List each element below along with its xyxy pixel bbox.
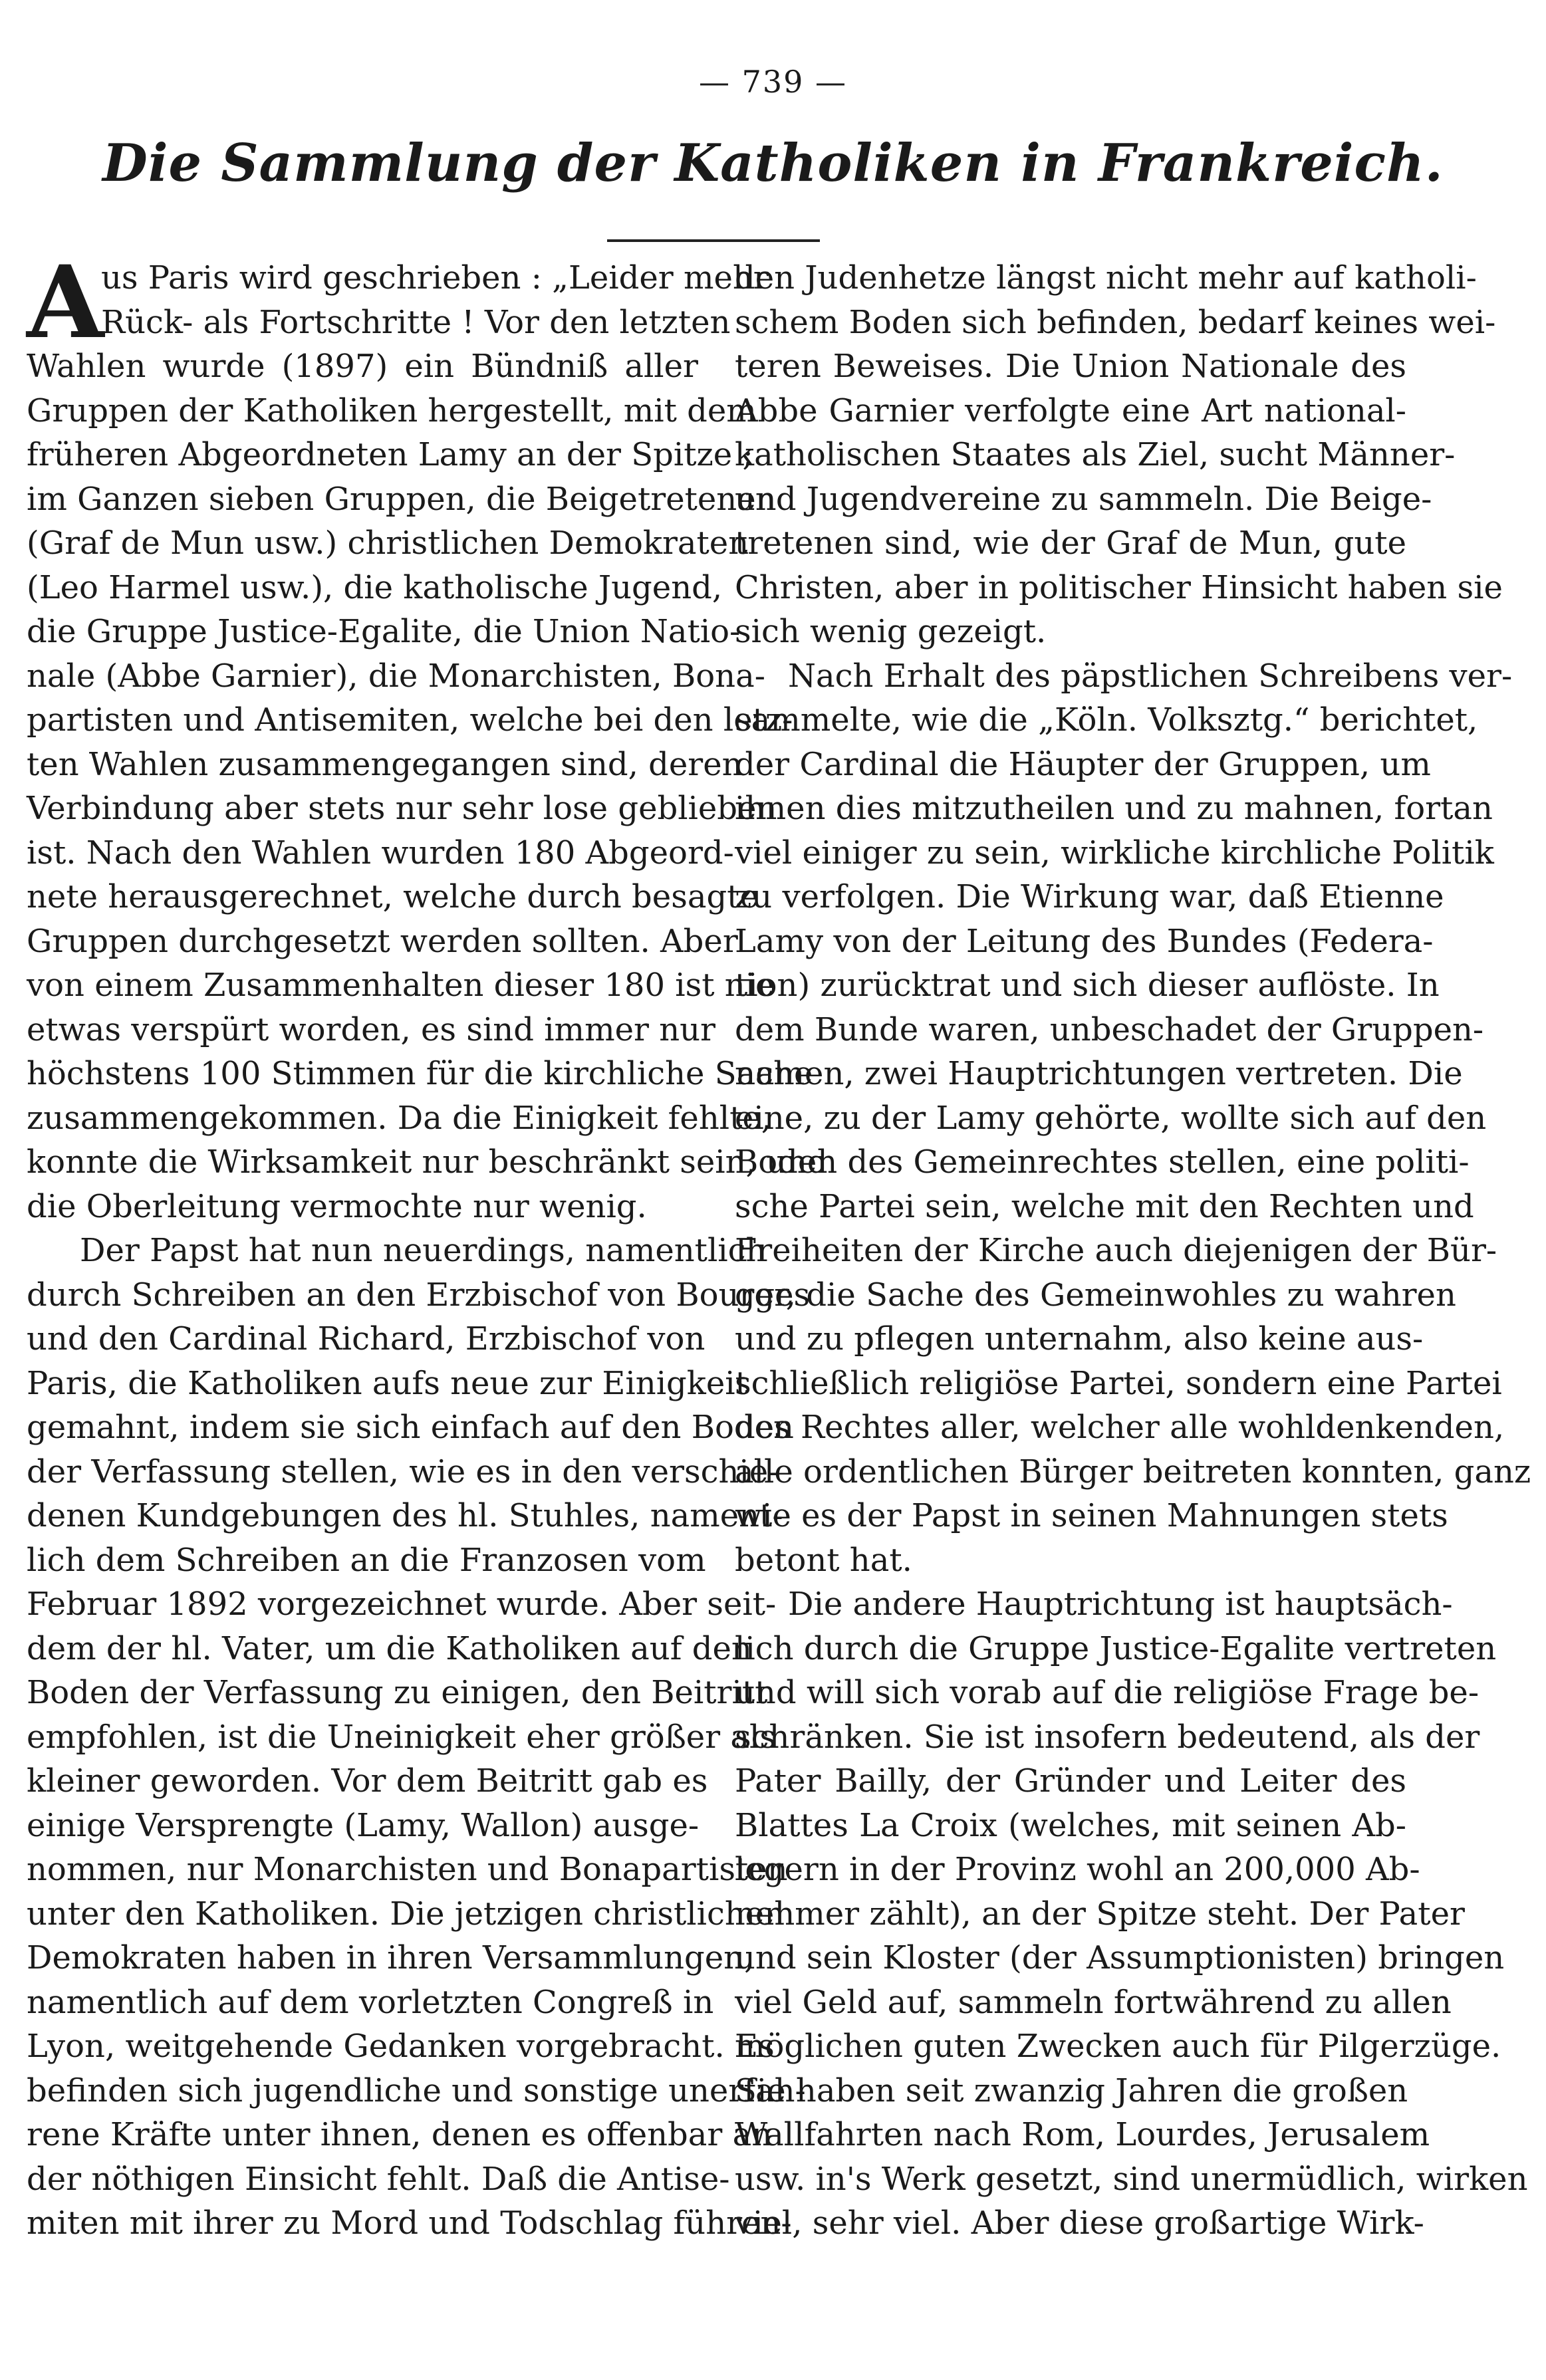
text-line: von einem Zusammenhalten dieser 180 ist nie [27,967,775,1004]
text-line: Nach Erhalt des päpstlichen Schreibens ver- [788,657,1513,695]
text-line: us Paris wird geschrieben : „Leider mehr [101,259,769,297]
text-line: konnte die Wirksamkeit nur beschränkt sein, und [27,1143,828,1181]
text-line: Lamy von der Leitung des Bundes (Federa- [735,922,1434,960]
text-line: die Gruppe Justice-Egalite, die Union Natio- [27,613,741,650]
text-line: und den Cardinal Richard, Erzbischof von [27,1320,706,1358]
text-line: miten mit ihrer zu Mord und Todschlag führen- [27,2204,792,2242]
text-line: katholischen Staates als Ziel, sucht Männer- [735,436,1456,473]
title-divider [607,239,820,242]
text-line: nete herausgerechnet, welche durch besagte [27,878,759,915]
text-line: schem Boden sich befinden, bedarf keines wei- [735,303,1496,341]
text-line: Gruppen der Katholiken hergestellt, mit dem [27,392,757,429]
text-line: sich wenig gezeigt. [735,613,1047,650]
text-line: Lyon, weitgehende Gedanken vorgebracht. Es [27,2028,775,2065]
text-line: Wahlen wurde (1897) ein Bündniß aller [27,348,698,385]
text-line: Paris, die Katholiken aufs neue zur Einigkeit [27,1364,748,1402]
text-line: teren Beweises. Die Union Nationale des [735,348,1406,385]
text-line: nale (Abbe Garnier), die Monarchisten, Bona- [27,657,765,695]
text-line: Der Papst hat nun neuerdings, namentlich [80,1232,767,1269]
text-line: den Judenhetze längst nicht mehr auf katholi- [735,259,1477,297]
text-line: viel, sehr viel. Aber diese großartige Wirk- [735,2204,1424,2242]
text-line: Abbe Garnier verfolgte eine Art national- [735,392,1406,429]
text-line: der Verfassung stellen, wie es in den verschie- [27,1453,779,1490]
text-line: und zu pflegen unternahm, also keine aus- [735,1320,1424,1358]
text-line: Gruppen durchgesetzt werden sollten. Aber [27,922,738,960]
drop-cap: A [27,244,104,361]
text-line: viel einiger zu sein, wirkliche kirchliche Politik [735,834,1494,872]
text-line: etwas verspürt worden, es sind immer nur [27,1011,715,1048]
text-line: wie es der Papst in seinen Mahnungen stets [735,1497,1448,1534]
text-line: namentlich auf dem vorletzten Congreß in [27,1983,714,2021]
text-line: partisten und Antisemiten, welche bei den letz- [27,701,793,739]
text-line: Februar 1892 vorgezeichnet wurde. Aber seit- [27,1586,777,1623]
text-line: zusammengekommen. Da die Einigkeit fehlte, [27,1099,772,1137]
right-column [735,256,1531,2357]
text-line: Boden des Gemeinrechtes stellen, eine politi- [735,1143,1470,1181]
text-line: sche Partei sein, welche mit den Rechten und [735,1187,1474,1225]
text-line: gemahnt, indem sie sich einfach auf den Boden [27,1409,794,1446]
text-line: unter den Katholiken. Die jetzigen christlichen [27,1895,785,1933]
text-line: Blattes La Croix (welches, mit seinen Ab- [735,1806,1406,1844]
text-line: Freiheiten der Kirche auch diejenigen der Bür- [735,1232,1497,1269]
text-line: schränken. Sie ist insofern bedeutend, als der [735,1718,1480,1756]
text-line: Boden der Verfassung zu einigen, den Beitritt [27,1674,768,1711]
text-line: nommen, nur Monarchisten und Bonapartisten [27,1851,788,1888]
text-line: Christen, aber in politischer Hinsicht haben sie [735,568,1503,606]
text-line: ger, die Sache des Gemeinwohles zu wahren [735,1276,1456,1314]
text-line: schließlich religiöse Partei, sondern eine Partei [735,1364,1502,1402]
text-line: befinden sich jugendliche und sonstige unerfah- [27,2072,806,2109]
text-line: der nöthigen Einsicht fehlt. Daß die Antise- [27,2160,730,2198]
text-line: ihnen dies mitzutheilen und zu mahnen, fortan [735,790,1493,827]
text-line: (Graf de Mun usw.) christlichen Demokraten [27,525,749,562]
text-line: Sie haben seit zwanzig Jahren die großen [735,2072,1408,2109]
text-line: im Ganzen sieben Gruppen, die Beigetretenen [27,480,777,518]
text-line: der Cardinal die Häupter der Gruppen, um [735,745,1431,783]
text-line: die Oberleitung vermochte nur wenig. [27,1187,647,1225]
text-line: (Leo Harmel usw.), die katholische Jugend, [27,568,723,606]
text-line: usw. in's Werk gesetzt, sind unermüdlich, wirken [735,2160,1528,2198]
text-line: höchstens 100 Stimmen für die kirchliche Sache [27,1055,813,1092]
article-title: Die Sammlung der Katholiken in Frankreich. [102,133,1444,193]
text-line: viel Geld auf, sammeln fortwährend zu allen [735,1983,1452,2021]
text-line: legern in der Provinz wohl an 200,000 Ab- [735,1851,1420,1888]
text-line: einige Versprengte (Lamy, Wallon) ausge- [27,1806,700,1844]
text-line: zu verfolgen. Die Wirkung war, daß Etienne [735,878,1444,915]
text-line: Die andere Hauptrichtung ist hauptsäch- [788,1586,1453,1623]
text-line: früheren Abgeordneten Lamy an der Spitze ; [27,436,753,473]
text-line: betont hat. [735,1541,912,1579]
text-line: dem der hl. Vater, um die Katholiken auf den [27,1629,752,1667]
text-line: durch Schreiben an den Erzbischof von Bourges [27,1276,811,1314]
text-line: kleiner geworden. Vor dem Beitritt gab es [27,1762,708,1800]
text-line: sammelte, wie die „Köln. Volksztg.“ berichtet, [735,701,1478,739]
text-line: und will sich vorab auf die religiöse Frage be- [735,1674,1480,1711]
text-line: lich dem Schreiben an die Franzosen vom [27,1541,706,1579]
text-line: und sein Kloster (der Assumptionisten) bringen [735,1939,1505,1976]
text-line: ten Wahlen zusammengegangen sind, deren [27,745,743,783]
page-number: — 739 — [698,64,848,100]
text-line: namen, zwei Hauptrichtungen vertreten. Die [735,1055,1463,1092]
text-line: tretenen sind, wie der Graf de Mun, gute [735,525,1406,562]
text-line: Pater Bailly, der Gründer und Leiter des [735,1762,1406,1800]
text-line: möglichen guten Zwecken auch für Pilgerzüge. [735,2028,1501,2065]
text-line: lich durch die Gruppe Justice-Egalite vertreten [735,1629,1497,1667]
text-line: tion) zurücktrat und sich dieser auflöste. In [735,967,1440,1004]
text-line: empfohlen, ist die Uneinigkeit eher größer als [27,1718,776,1756]
text-line: dem Bunde waren, unbeschadet der Gruppen- [735,1011,1484,1048]
text-line: Rück- als Fortschritte ! Vor den letzten [101,303,731,341]
text-line: ist. Nach den Wahlen wurden 180 Abgeord- [27,834,734,872]
text-line: denen Kundgebungen des hl. Stuhles, nament- [27,1497,783,1534]
text-line: des Rechtes aller, welcher alle wohldenkenden, [735,1409,1505,1446]
text-line: nehmer zählt), an der Spitze steht. Der Pater [735,1895,1465,1933]
text-line: rene Kräfte unter ihnen, denen es offenbar an [27,2116,773,2153]
text-line: und Jugendvereine zu sammeln. Die Beige- [735,480,1432,518]
text-line: Demokraten haben in ihren Versammlungen, [27,1939,755,1976]
text-line: alle ordentlichen Bürger beitreten konnten, ganz [735,1453,1531,1490]
text-line: Verbindung aber stets nur sehr lose geblieben [27,790,777,827]
text-line: Wallfahrten nach Rom, Lourdes, Jerusalem [735,2116,1430,2153]
text-line: eine, zu der Lamy gehörte, wollte sich auf den [735,1099,1487,1137]
